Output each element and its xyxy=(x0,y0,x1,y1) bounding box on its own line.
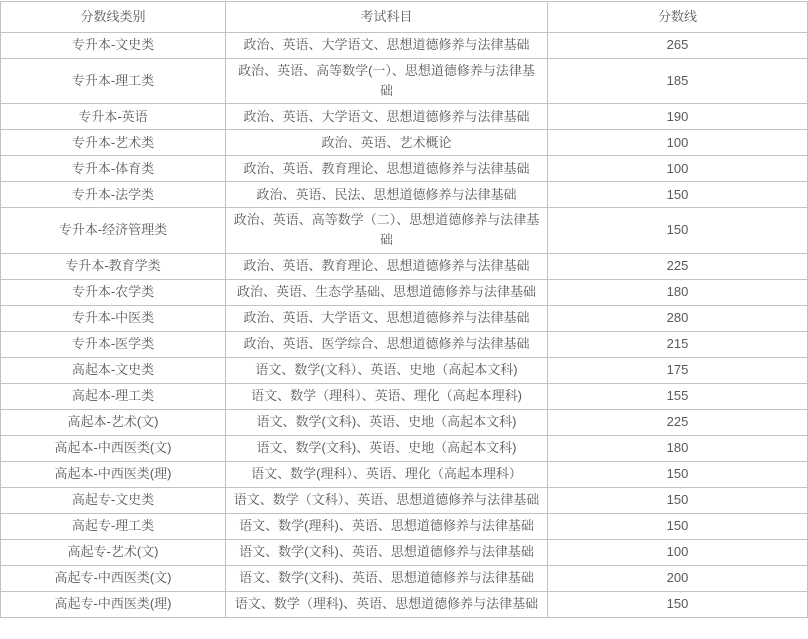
category-cell: 专升本-文史类 xyxy=(1,33,226,59)
score-cell: 150 xyxy=(548,208,808,253)
table-row xyxy=(1,513,808,539)
score-cell: 155 xyxy=(548,383,808,409)
subjects-cell: 语文、数学(理科）、英语、理化（高起本理科） xyxy=(226,461,548,487)
table-row xyxy=(1,357,808,383)
subjects-cell: 语文、数学(文科）、英语、史地（高起本文科) xyxy=(226,357,548,383)
category-cell: 高起本-艺术(文) xyxy=(1,409,226,435)
table-row xyxy=(1,383,808,409)
score-cell: 200 xyxy=(548,565,808,591)
score-cell: 225 xyxy=(548,253,808,279)
table-row xyxy=(1,130,808,156)
category-cell: 高起本-中西医类(理) xyxy=(1,461,226,487)
score-cell: 190 xyxy=(548,104,808,130)
category-cell: 高起本-中西医类(文) xyxy=(1,435,226,461)
score-cell: 185 xyxy=(548,59,808,104)
table-body xyxy=(1,33,808,618)
score-cell: 150 xyxy=(548,487,808,513)
score-cell: 100 xyxy=(548,130,808,156)
subjects-cell: 政治、英语、大学语文、思想道德修养与法律基础 xyxy=(226,104,548,130)
category-cell: 专升本-农学类 xyxy=(1,279,226,305)
score-cell: 100 xyxy=(548,539,808,565)
score-cell: 100 xyxy=(548,156,808,182)
table-row xyxy=(1,104,808,130)
category-cell: 高起专-中西医类(文) xyxy=(1,565,226,591)
table-row xyxy=(1,305,808,331)
category-cell: 高起专-文史类 xyxy=(1,487,226,513)
score-cell: 180 xyxy=(548,279,808,305)
table-row xyxy=(1,487,808,513)
table-row xyxy=(1,409,808,435)
table-row xyxy=(1,591,808,617)
category-cell: 专升本-艺术类 xyxy=(1,130,226,156)
subjects-cell: 语文、数学(文科)、英语、史地（高起本文科) xyxy=(226,435,548,461)
table-row xyxy=(1,33,808,59)
category-cell: 专升本-经济管理类 xyxy=(1,208,226,253)
header-category: 分数线类别 xyxy=(1,2,226,33)
score-line-table xyxy=(0,1,808,618)
category-cell: 专升本-教育学类 xyxy=(1,253,226,279)
subjects-cell: 政治、英语、教育理论、思想道德修养与法律基础 xyxy=(226,253,548,279)
table-row xyxy=(1,208,808,253)
category-cell: 专升本-法学类 xyxy=(1,182,226,208)
subjects-cell: 语文、数学(文科)、英语、史地（高起本文科) xyxy=(226,409,548,435)
subjects-cell: 政治、英语、医学综合、思想道德修养与法律基础 xyxy=(226,331,548,357)
header-row xyxy=(1,2,808,33)
header-score: 分数线 xyxy=(548,2,808,33)
category-cell: 高起专-理工类 xyxy=(1,513,226,539)
subjects-cell: 政治、英语、艺术概论 xyxy=(226,130,548,156)
category-cell: 专升本-体育类 xyxy=(1,156,226,182)
subjects-cell: 政治、英语、大学语文、思想道德修养与法律基础 xyxy=(226,305,548,331)
score-cell: 150 xyxy=(548,182,808,208)
subjects-cell: 政治、英语、民法、思想道德修养与法律基础 xyxy=(226,182,548,208)
score-cell: 265 xyxy=(548,33,808,59)
table-row xyxy=(1,461,808,487)
score-cell: 180 xyxy=(548,435,808,461)
subjects-cell: 语文、数学（理科)、英语、思想道德修养与法律基础 xyxy=(226,591,548,617)
subjects-cell: 语文、数学（文科）、英语、思想道德修养与法律基础 xyxy=(226,487,548,513)
score-cell: 175 xyxy=(548,357,808,383)
score-cell: 150 xyxy=(548,461,808,487)
category-cell: 高起专-艺术(文) xyxy=(1,539,226,565)
table-row xyxy=(1,279,808,305)
subjects-cell: 政治、英语、生态学基础、思想道德修养与法律基础 xyxy=(226,279,548,305)
score-cell: 215 xyxy=(548,331,808,357)
subjects-cell: 语文、数学(文科)、英语、思想道德修养与法律基础 xyxy=(226,565,548,591)
subjects-cell: 语文、数学（理科）、英语、理化（高起本理科) xyxy=(226,383,548,409)
score-cell: 150 xyxy=(548,591,808,617)
table-row xyxy=(1,539,808,565)
category-cell: 专升本-医学类 xyxy=(1,331,226,357)
table-row xyxy=(1,182,808,208)
score-cell: 280 xyxy=(548,305,808,331)
subjects-cell: 政治、英语、高等数学（二）、思想道德修养与法律基础 xyxy=(226,208,548,253)
category-cell: 专升本-理工类 xyxy=(1,59,226,104)
table-row xyxy=(1,59,808,104)
category-cell: 专升本-中医类 xyxy=(1,305,226,331)
table-row xyxy=(1,435,808,461)
category-cell: 专升本-英语 xyxy=(1,104,226,130)
table-row xyxy=(1,253,808,279)
header-subjects: 考试科目 xyxy=(226,2,548,33)
subjects-cell: 语文、数学(文科)、英语、思想道德修养与法律基础 xyxy=(226,539,548,565)
category-cell: 高起本-文史类 xyxy=(1,357,226,383)
category-cell: 高起本-理工类 xyxy=(1,383,226,409)
subjects-cell: 语文、数学(理科)、英语、思想道德修养与法律基础 xyxy=(226,513,548,539)
subjects-cell: 政治、英语、高等数学(一）、思想道德修养与法律基础 xyxy=(226,59,548,104)
subjects-cell: 政治、英语、大学语文、思想道德修养与法律基础 xyxy=(226,33,548,59)
category-cell: 高起专-中西医类(理) xyxy=(1,591,226,617)
score-cell: 225 xyxy=(548,409,808,435)
score-cell: 150 xyxy=(548,513,808,539)
subjects-cell: 政治、英语、教育理论、思想道德修养与法律基础 xyxy=(226,156,548,182)
table-row xyxy=(1,331,808,357)
table-row xyxy=(1,156,808,182)
table-row xyxy=(1,565,808,591)
